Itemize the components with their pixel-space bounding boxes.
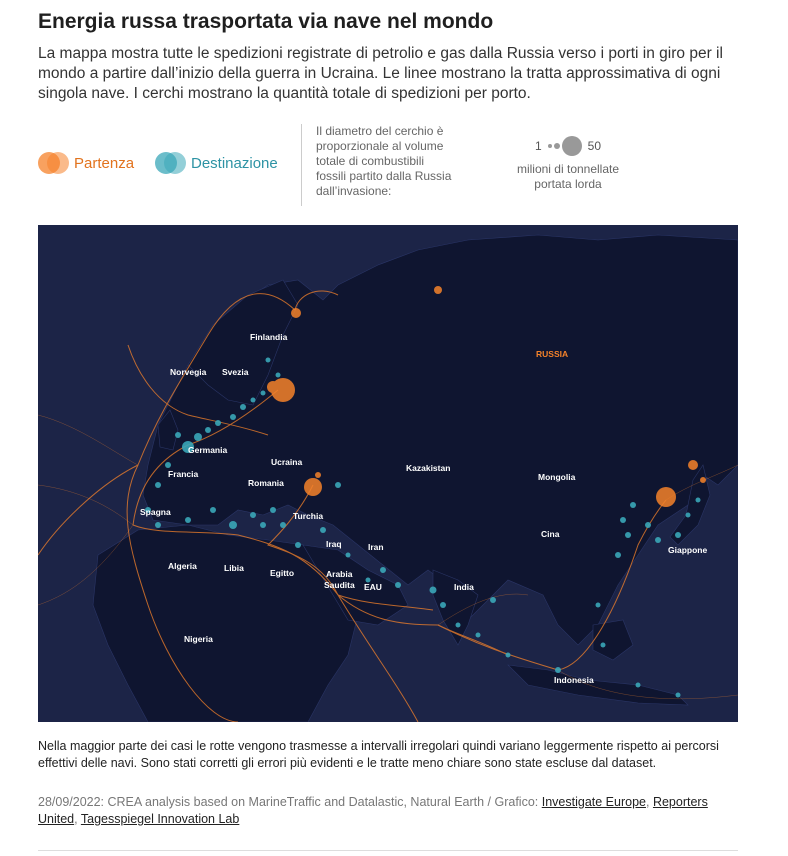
source-prefix: 28/09/2022: CREA analysis based on MarineTraffic and Datalastic, Natural Earth / Grafico:	[38, 795, 542, 809]
label-indonesia: Indonesia	[554, 675, 594, 685]
label-iran: Iran	[368, 542, 384, 552]
source-line	[38, 794, 750, 828]
legend-divider	[301, 124, 302, 206]
label-india: India	[454, 582, 474, 592]
legend	[38, 120, 750, 210]
shipping-map[interactable]	[38, 225, 738, 722]
label-spain: Spagna	[140, 507, 171, 517]
label-saudi-arabia-2: Saudita	[324, 580, 355, 590]
credit-link-investigate-europe[interactable]: Investigate Europe	[541, 795, 646, 809]
page-title: Energia russa trasportata via nave nel mondo	[38, 10, 494, 33]
legend-departure	[38, 150, 134, 176]
label-turkey: Turchia	[293, 511, 324, 521]
label-uae: EAU	[364, 582, 382, 592]
legend-size-description: Il diametro del cerchio è proporzionale al volume totale di combustibili fossili partito dalla Russia dall’invasione:	[316, 124, 452, 198]
label-nigeria: Nigeria	[184, 634, 213, 644]
label-russia: RUSSIA	[536, 349, 569, 359]
departure-circles-icon	[38, 150, 72, 176]
source-separator-2: ,	[74, 812, 81, 826]
legend-size-scale	[498, 134, 638, 192]
credit-link-reporters-united[interactable]: Reporters United	[38, 795, 708, 826]
bottom-rule	[38, 850, 738, 851]
label-romania: Romania	[248, 478, 284, 488]
legend-departure-label: Partenza	[74, 154, 135, 172]
label-saudi-arabia-1: Arabia	[326, 569, 353, 579]
destination-circles-icon	[155, 150, 189, 176]
label-mongolia: Mongolia	[538, 472, 576, 482]
page-subtitle: La mappa mostra tutte le spedizioni registrate di petrolio e gas dalla Russia verso i porti in giro per il mondo a partire dall’inizio della guerra in Ucraina. Le linee mostrano la tratta approssimativa di ogni singola nave. I cerchi mostrano la quantità totale di spedizioni per porto.	[38, 45, 723, 102]
label-algeria: Algeria	[168, 561, 197, 571]
size-scale-circles-icon	[545, 134, 585, 158]
size-max-value: 50	[587, 139, 602, 153]
label-egypt: Egitto	[270, 568, 295, 578]
label-china: Cina	[541, 529, 560, 539]
legend-destination	[155, 150, 278, 176]
source-separator-1: ,	[645, 795, 650, 809]
credit-link-tagesspiegel[interactable]: Tagesspiegel Innovation Lab	[80, 812, 240, 826]
label-sweden: Svezia	[222, 367, 249, 377]
label-norway: Norvegia	[170, 367, 207, 377]
label-kazakhstan: Kazakistan	[406, 463, 451, 473]
label-france: Francia	[168, 469, 199, 479]
map-canvas	[38, 225, 738, 722]
footnote: Nella maggior parte dei casi le rotte vengono trasmesse a intervalli irregolari quindi variano leggermente rispetto ai percorsi effettivi delle navi. Sono stati corretti gli errori più evidenti e le tratte meno chiare sono state escluse dal dataset.	[38, 739, 719, 770]
label-ukraine: Ucraina	[271, 457, 303, 467]
label-iraq: Iraq	[326, 539, 342, 549]
size-unit-caption: milioni di tonnellate portata lorda	[516, 162, 620, 191]
legend-destination-label: Destinazione	[191, 154, 278, 172]
label-japan: Giappone	[668, 545, 708, 555]
label-libya: Libia	[224, 563, 244, 573]
label-finland: Finlandia	[250, 332, 288, 342]
size-min-value: 1	[534, 139, 542, 153]
label-germany: Germania	[188, 445, 228, 455]
